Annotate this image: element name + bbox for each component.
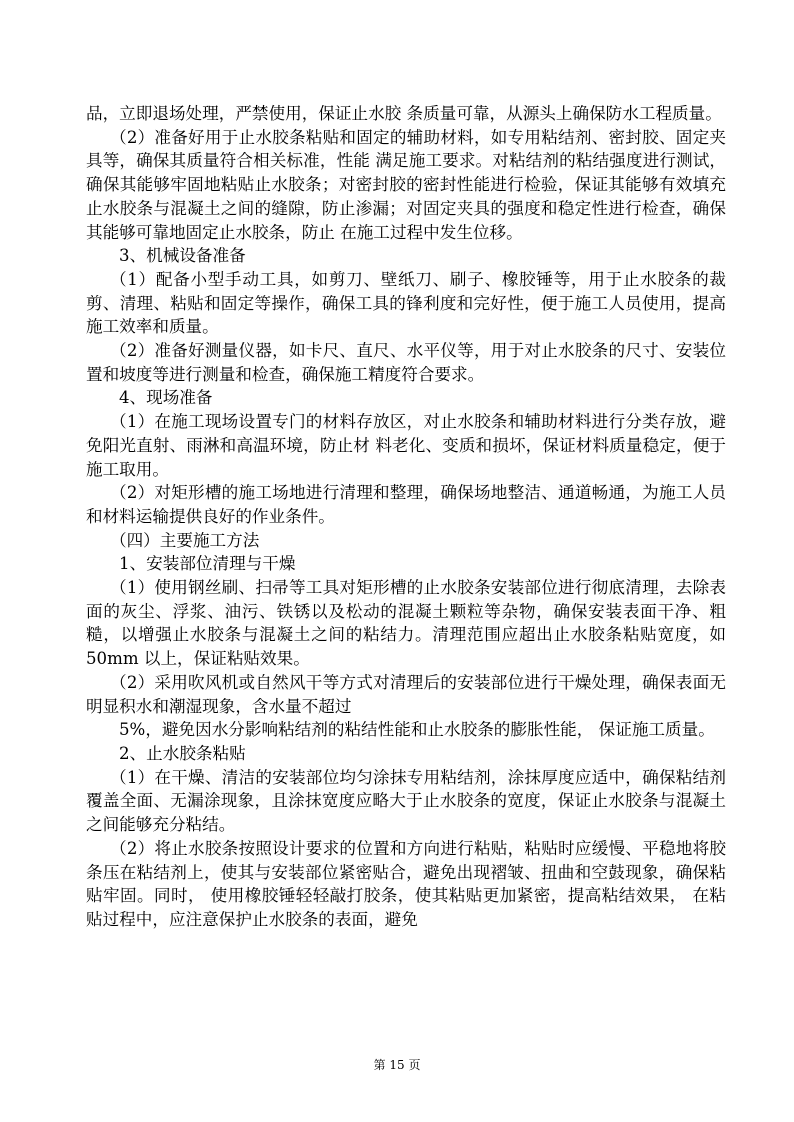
heading-site-preparation: 4、现场准备 <box>119 388 213 408</box>
paragraph-continuation: 品，立即退场处理，严禁使用，保证止水胶 条质量可靠，从源头上确保防水工程质量。 <box>86 104 722 123</box>
page-number: 第 15 页 <box>373 1058 421 1072</box>
heading-waterstop-bonding: 2、止水胶条粘贴 <box>119 743 246 763</box>
document-body <box>86 102 726 932</box>
paragraph-moisture-content: 5%，避免因水分影响粘结剂的粘结性能和止水胶条的膨胀性能， 保证施工质量。 <box>119 720 715 740</box>
paragraph-drying: （2）采用吹风机或自然风干等方式对清理后的安装部位进行干燥处理，确保表面无明显积水和潮湿现象，含水量不超过 <box>86 672 726 716</box>
paragraph-measuring-instruments: （2）准备好测量仪器，如卡尺、直尺、水平仪等，用于对止水胶条的尺寸、安装位置和坡度等进行测量和检查，确保施工精度符合要求。 <box>86 341 726 384</box>
paragraph-hand-tools: （1）配备小型手动工具，如剪刀、壁纸刀、刷子、橡胶锤等，用于止水胶条的裁剪、清理、粘贴和固定等操作，确保工具的锋利度和完好性，便于施工人员使用，提高施工效率和质量。 <box>86 269 726 337</box>
paragraph-auxiliary-materials: （2）准备好用于止水胶条粘贴和固定的辅助材料，如专用粘结剂、密封胶、固定夹具等，确保其质量符合相关标准，性能 满足施工要求。对粘结剂的粘结强度进行测试，确保其能够牢固地粘贴止水胶条；对密封胶的密封性能进行检验，保证其能够有效填充止水胶条与混凝土之间的缝隙，防止渗漏；对固定夹具的强度和稳定性进行检查，确保其能够可靠地固定止水胶条，防止 在施工过程中发生位移。 <box>86 127 726 242</box>
paragraph-strip-bonding: （2）将止水胶条按照设计要求的位置和方向进行粘贴，粘贴时应缓慢、平稳地将胶条压在粘结剂上，使其与安装部位紧密贴合，避免出现褶皱、扭曲和空鼓现象，确保粘贴牢固。同时， 使用橡胶锤轻轻敲打胶条，使其粘贴更加紧密，提高粘结效果， 在粘贴过程中，应注意保护止水胶条的表面，避免 <box>86 838 726 929</box>
paragraph-adhesive-application: （1）在干燥、清洁的安装部位均匀涂抹专用粘结剂，涂抹厚度应适中，确保粘结剂覆盖全面、无漏涂现象，且涂抹宽度应略大于止水胶条的宽度，保证止水胶条与混凝土之间能够充分粘结。 <box>86 767 726 835</box>
heading-equipment-preparation: 3、机械设备准备 <box>119 246 246 266</box>
paragraph-cleaning: （1）使用钢丝刷、扫帚等工具对矩形槽的止水胶条安装部位进行彻底清理，去除表面的灰尘、浮浆、油污、铁锈以及松动的混凝土颗粒等杂物，确保安装表面干净、粗糙，以增强止水胶条与混凝土之间的粘结力。清理范围应超出止水胶条粘贴宽度，如 50mm 以上，保证粘贴效果。 <box>86 578 726 669</box>
heading-main-construction-methods: （四）主要施工方法 <box>110 530 260 550</box>
heading-cleaning-and-drying: 1、安装部位清理与干燥 <box>119 554 296 574</box>
paragraph-site-cleanup: （2）对矩形槽的施工场地进行清理和整理，确保场地整洁、通道畅通，为施工人员和材料运输提供良好的作业条件。 <box>86 483 726 526</box>
paragraph-material-storage: （1）在施工现场设置专门的材料存放区，对止水胶条和辅助材料进行分类存放，避免阳光直射、雨淋和高温环境，防止材 料老化、变质和损坏，保证材料质量稳定，便于施工取用。 <box>86 412 726 479</box>
